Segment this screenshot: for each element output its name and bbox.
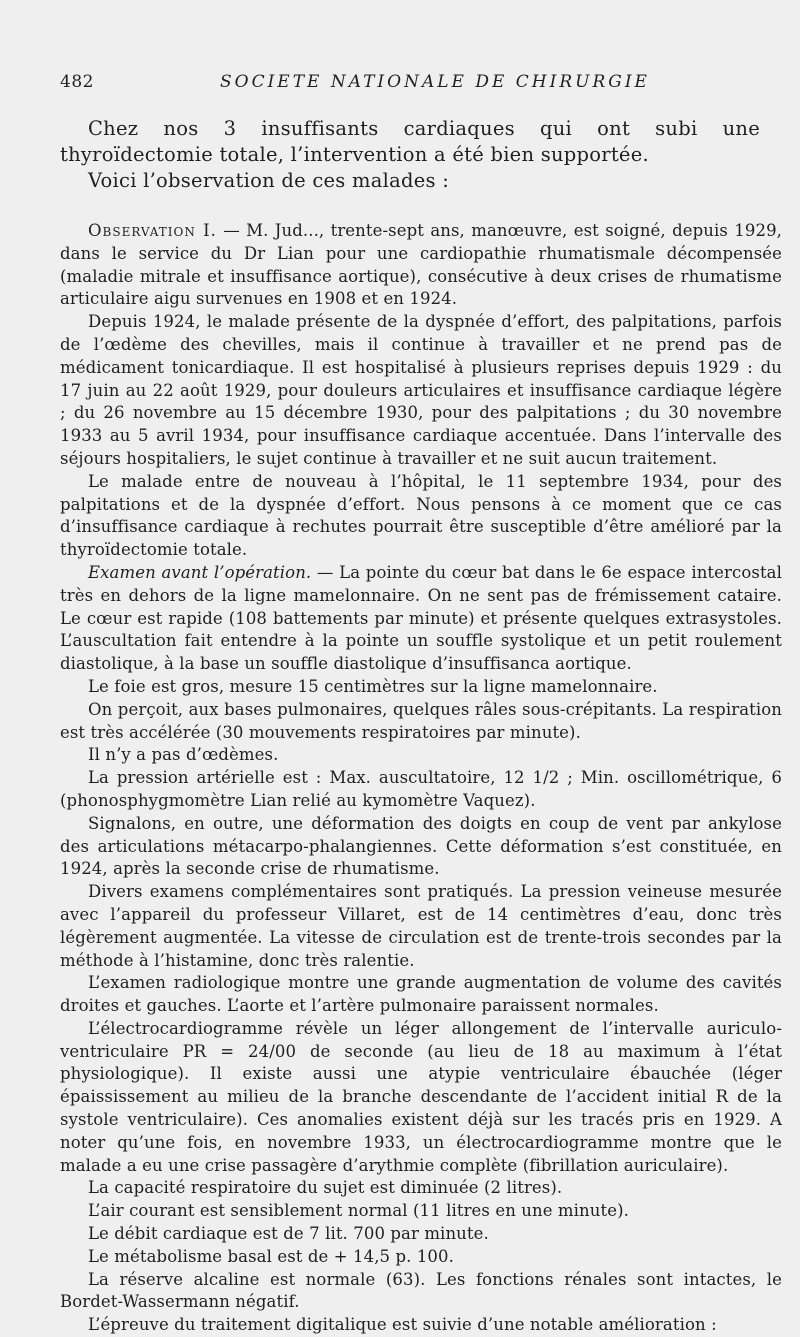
observation-paragraph-1 <box>60 220 782 311</box>
observation-paragraph-14: L’air courant est sensiblement normal (11 litres en une minute). <box>88 1201 629 1221</box>
page-number: 482 <box>60 72 94 92</box>
observation-paragraph-1-text: — M. Jud..., trente-sept ans, manœuvre, est soigné, depuis 1929, dans le service du Dr Lian pour une cardiopathie rhumatismale décompensée (maladie mitrale et insuffisance aortique), consécutive à deux crises de rhumatisme articulaire aigu survenues en 1908 et en 1924. <box>60 221 783 309</box>
observation-paragraph-11: L’examen radiologique montre une grande augmentation de volume des cavités droites et gauches. L’aorte et l’artère pulmonaire paraissent normales. <box>60 973 782 1016</box>
observation-paragraph-17: La réserve alcaline est normale (63). Les fonctions rénales sont intactes, le Bordet-Wassermann négatif. <box>60 1269 782 1312</box>
intro-section <box>60 116 760 194</box>
observation-paragraph-12: L’électrocardiogramme révèle un léger allongement de l’intervalle auriculo-ventriculaire PR = 24/00 de seconde (au lieu de 18 au maximum à l’état physiologique). Il existe aussi une atypie ventriculaire ébauchée (léger épaississement au milieu de la branche descendante de l’accident initial R de la systole ventriculaire). Ces anomalies existent déjà sur les tracés pris en 1929. A noter qu’une fois, en novembre 1933, un électrocardiogramme montre que le malade a eu une crise passagère d’arythmie complète (fibrillation auriculaire). <box>60 1018 782 1175</box>
observation-paragraph-15: Le débit cardiaque est de 7 lit. 700 par minute. <box>88 1224 489 1244</box>
observation-paragraph-7: Il n’y a pas d’œdèmes. <box>88 745 279 765</box>
observation-paragraph-8: La pression artérielle est : Max. auscultatoire, 12 1/2 ; Min. oscillométrique, 6 (phonosphygmomètre Lian relié au kymomètre Vaquez). <box>60 768 782 810</box>
observation-heading: Observation I. <box>88 221 217 240</box>
page-header <box>60 72 760 96</box>
observation-section <box>60 220 782 1337</box>
running-title: SOCIETE NATIONALE DE CHIRURGIE <box>220 72 650 92</box>
observation-paragraph-5: Le foie est gros, mesure 15 centimètres sur la ligne mamelonnaire. <box>88 676 658 696</box>
intro-paragraph-2: Voici l’observation de ces malades : <box>88 169 450 192</box>
observation-paragraph-4-text: — La pointe du cœur bat dans le 6e espace intercostal très en dehors de la ligne mamelonnaire. On ne sent pas de frémissement cataire. Le cœur est rapide (108 battements par minute) et présente quelques extrasystoles. L’auscultation fait entendre à la pointe un souffle systolique et un petit roulement diastolique, à la base un souffle diastolique d’insuffisanca aortique. <box>60 562 782 674</box>
observation-paragraph-4 <box>60 562 782 676</box>
observation-paragraph-9: Signalons, en outre, une déformation des doigts en coup de vent par ankylose des articulations métacarpo-phalangiennes. Cette déformation s’est constituée, en 1924, après la seconde crise de rhumatisme. <box>60 813 782 879</box>
observation-paragraph-3: Le malade entre de nouveau à l’hôpital, le 11 septembre 1934, pour des palpitations et de la dyspnée d’effort. Nous pensons à ce moment que ce cas d’insuffisance cardiaque à rechutes pourrait être susceptible d’être amélioré par la thyroïdectomie totale. <box>60 471 782 560</box>
observation-paragraph-16: Le métabolisme basal est de + 14,5 p. 100. <box>88 1246 454 1266</box>
observation-paragraph-13: La capacité respiratoire du sujet est diminuée (2 litres). <box>88 1178 563 1198</box>
observation-paragraph-10: Divers examens complémentaires sont pratiqués. La pression veineuse mesurée avec l’appareil du professeur Villaret, est de 14 centimètres d’eau, donc très légèrement augmentée. La vitesse de circulation est de trente-trois secondes par la méthode à l’histamine, donc très ralentie. <box>60 882 782 970</box>
observation-paragraph-18: L’épreuve du traitement digitalique est suivie d’une notable amélioration : <box>88 1315 717 1335</box>
observation-paragraph-6: On perçoit, aux bases pulmonaires, quelques râles sous-crépitants. La respiration est très accélérée (30 mouvements respiratoires par minute). <box>60 699 782 742</box>
observation-paragraph-2: Depuis 1924, le malade présente de la dyspnée d’effort, des palpitations, parfois de l’œdème des chevilles, mais il continue à travailler et ne prend pas de médicament tonicardiaque. Il est hospitalisé à plusieurs reprises depuis 1929 : du 17 juin au 22 août 1929, pour douleurs articulaires et insuffisance cardiaque légère ; du 26 novembre au 15 décembre 1930, pour des palpitations ; du 30 novembre 1933 au 5 avril 1934, pour insuffisance cardiaque accentuée. Dans l’intervalle des séjours hospitaliers, le sujet continue à travailler et ne suit aucun traitement. <box>60 312 782 468</box>
intro-paragraph-1: Chez nos 3 insuffisants cardiaques qui ont subi une thyroïdectomie totale, l’intervention a été bien supportée. <box>60 117 760 166</box>
exam-heading: Examen avant l’opération. <box>88 562 312 582</box>
